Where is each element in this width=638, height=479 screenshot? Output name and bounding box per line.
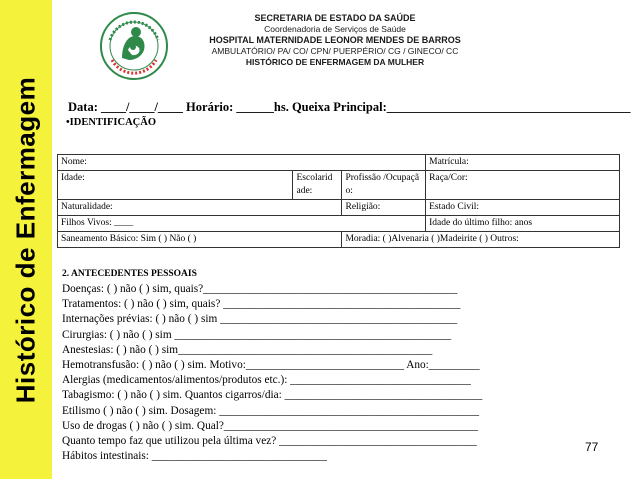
antecedente-line: Hemotransfusão: ( ) não ( ) sim. Motivo:____________________________ Ano:_________ <box>62 359 480 372</box>
header-line-1: SECRETARIA DE ESTADO DA SAÚDE <box>254 13 416 23</box>
antecedentes-heading: 2. ANTECEDENTES PESSOAIS <box>62 269 197 279</box>
field-saneamento: Saneamento Básico: Sim ( ) Não ( ) <box>58 232 342 248</box>
antecedente-line: Cirurgias: ( ) não ( ) sim _________________________________________________ <box>62 328 452 341</box>
field-religiao: Religião: <box>342 200 426 216</box>
header-line-4: AMBULATÓRIO/ PA/ CO/ CPN/ PUERPÉRIO/ CG / GINECO/ CC <box>211 46 459 56</box>
field-idade: Idade: <box>58 171 293 200</box>
antecedente-line: Quanto tempo faz que utilizou pela última vez? ___________________________________ <box>62 435 477 448</box>
antecedente-line: Tabagismo: ( ) não ( ) sim. Quantos cigarros/dia: ___________________________________ <box>62 389 483 402</box>
sidebar-banner <box>0 0 52 479</box>
header-line-2: Coordenadoria de Serviços de Saúde <box>264 24 406 34</box>
antecedente-line: Alergias (medicamentos/alimentos/produtos etc.): ________________________________ <box>62 374 471 387</box>
antecedente-line: Anestesias: ( ) não ( ) sim_____________________________________________ <box>62 343 433 356</box>
field-matricula: Matrícula: <box>426 155 620 171</box>
antecedente-line: Tratamentos: ( ) não ( ) sim, quais? __________________________________________ <box>62 298 461 311</box>
antecedente-line: Hábitos intestinais: _______________________________ <box>62 450 327 463</box>
field-escolaridade: Escolarid ade: <box>293 171 342 200</box>
antecedente-line: Etilismo ( ) não ( ) sim. Dosagem: ______________________________________________ <box>62 404 480 417</box>
page-number: 77 <box>585 440 599 454</box>
field-profissao: Profissão /Ocupaçã o: <box>342 171 426 200</box>
antecedentes-list <box>62 282 482 464</box>
field-estado-civil: Estado Civil: <box>426 200 620 216</box>
field-idade-ultimo-filho: Idade do último filho: anos <box>426 216 620 232</box>
hospital-seal-icon <box>98 10 170 82</box>
header-line-3: HOSPITAL MATERNIDADE LEONOR MENDES DE BARROS <box>209 35 461 45</box>
antecedente-line: Internações prévias: ( ) não ( ) sim __________________________________________ <box>62 313 458 326</box>
field-raca-cor: Raça/Cor: <box>426 171 620 200</box>
field-moradia: Moradia: ( )Alvenaria ( )Madeirite ( ) Outros: <box>342 232 620 248</box>
antecedente-line: Uso de drogas ( ) não ( ) sim. Qual?_____________________________________________ <box>62 419 479 432</box>
antecedente-line: Doenças: ( ) não ( ) sim, quais?_____________________________________________ <box>62 283 458 295</box>
document-header <box>185 13 485 68</box>
sidebar-title: Histórico de Enfermagem <box>10 76 41 404</box>
identification-heading: •IDENTIFICAÇÃO <box>66 117 157 128</box>
field-filhos-vivos: Filhos Vivos: ____ <box>58 216 426 232</box>
field-naturalidade: Naturalidade: <box>58 200 342 216</box>
header-line-5: HISTÓRICO DE ENFERMAGEM DA MULHER <box>245 57 425 67</box>
identification-table <box>57 154 620 248</box>
date-time-complaint-line: Data: ____/____/____ Horário: ______hs. Queixa Principal:_______________________________________ <box>68 100 631 114</box>
field-nome: Nome: <box>58 155 426 171</box>
